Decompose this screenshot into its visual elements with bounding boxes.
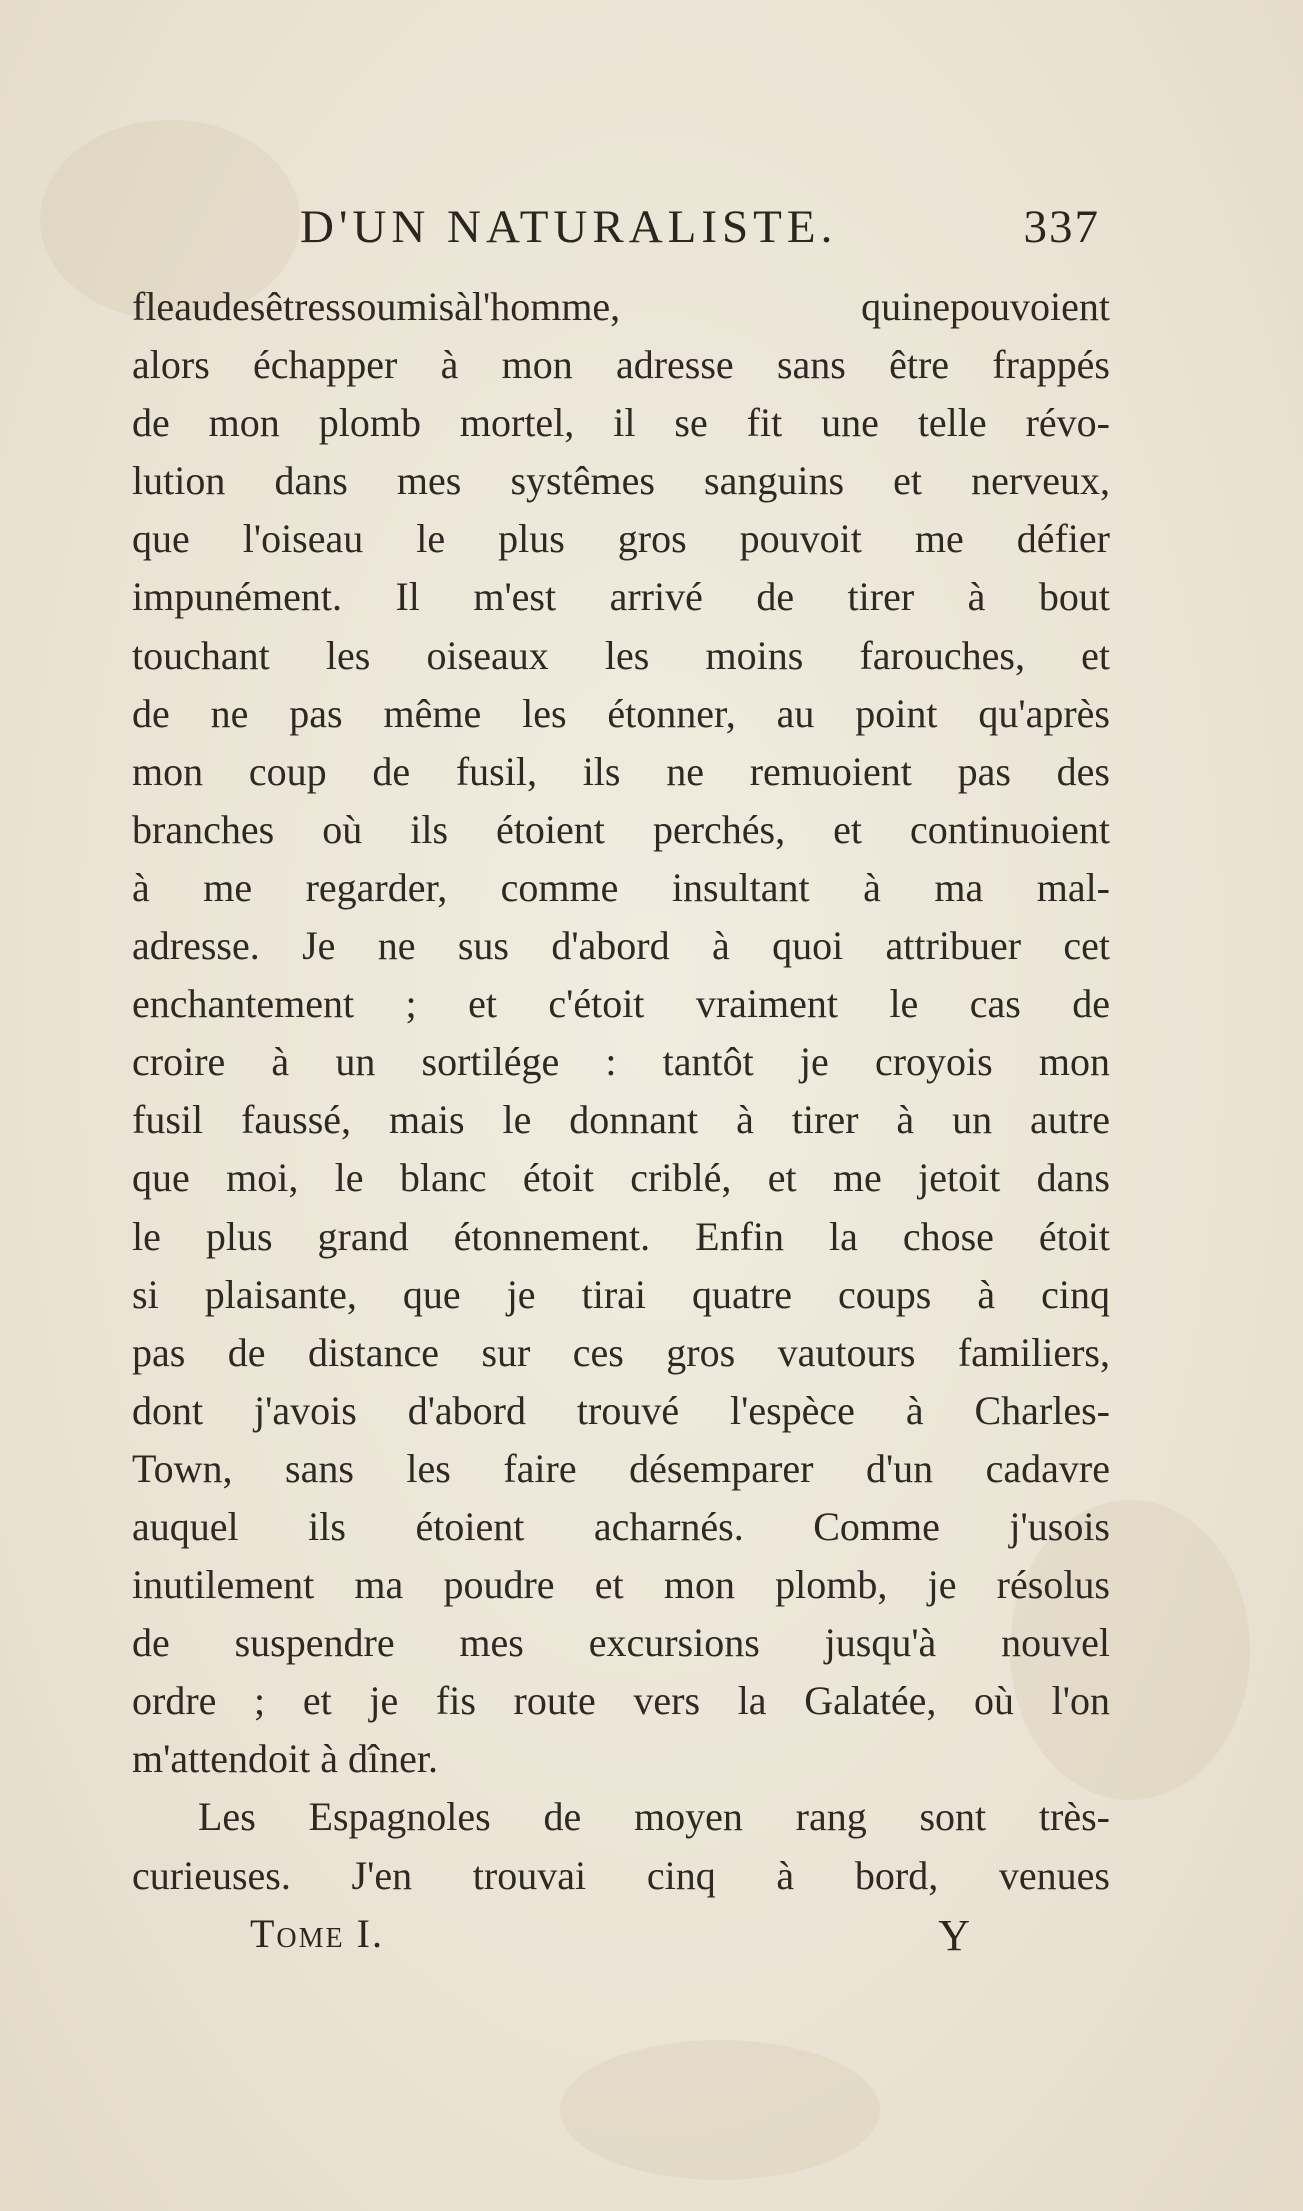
page-header <box>300 200 1100 260</box>
text-line: impunément. Il m'est arrivé de tirer à bout <box>132 574 1110 620</box>
page-footer <box>250 1910 970 1966</box>
page-number: 337 <box>1023 201 1100 253</box>
text-line: auquel ils étoient acharnés. Comme j'usois <box>132 1503 1110 1549</box>
paper-stain <box>560 2040 880 2180</box>
text-line: à me regarder, comme insultant à ma mal- <box>132 864 1110 910</box>
text-line: adresse. Je ne sus d'abord à quoi attribuer cet <box>132 923 1110 969</box>
text-line: m'attendoit à dîner. <box>132 1736 439 1782</box>
signature-mark: Y <box>938 1911 970 1960</box>
text-line: branches où ils étoient perchés, et continuoient <box>132 806 1110 852</box>
volume-label: Tome I. <box>250 1911 384 1956</box>
text-line: de ne pas même les étonner, au point qu'après <box>132 690 1110 736</box>
text-line: que l'oiseau le plus gros pouvoit me défier <box>132 516 1110 562</box>
text-line: dont j'avois d'abord trouvé l'espèce à Charles- <box>132 1387 1110 1433</box>
text-line: croire à un sortilége : tantôt je croyois mon <box>132 1039 1110 1085</box>
text-line: curieuses. J'en trouvai cinq à bord, venues <box>132 1852 1110 1898</box>
text-line: le plus grand étonnement. Enfin la chose étoit <box>132 1213 1110 1259</box>
text-line: ordre ; et je fis route vers la Galatée, où l'on <box>132 1678 1110 1724</box>
running-title: D'UN NATURALISTE. <box>300 201 838 253</box>
body-text <box>132 278 1110 1905</box>
text-line: mon coup de fusil, ils ne remuoient pas des <box>132 748 1110 794</box>
text-line: pas de distance sur ces gros vautours familiers, <box>132 1329 1110 1375</box>
text-line: fleaudesêtressoumisàl'homme, quinepouvoient <box>132 284 1110 329</box>
text-line: que moi, le blanc étoit criblé, et me jetoit dans <box>132 1155 1110 1201</box>
text-line: inutilement ma poudre et mon plomb, je résolus <box>132 1562 1110 1608</box>
text-line: enchantement ; et c'étoit vraiment le cas de <box>132 981 1110 1027</box>
text-line: lution dans mes systêmes sanguins et nerveux, <box>132 458 1110 504</box>
text-line: si plaisante, que je tirai quatre coups à cinq <box>132 1271 1110 1317</box>
text-line: Town, sans les faire désemparer d'un cadavre <box>132 1445 1110 1491</box>
text-line: de mon plomb mortel, il se fit une telle révo- <box>132 400 1110 446</box>
text-line: de suspendre mes excursions jusqu'à nouvel <box>132 1620 1110 1666</box>
text-line: fusil faussé, mais le donnant à tirer à un autre <box>132 1097 1110 1143</box>
text-line: alors échapper à mon adresse sans être frappés <box>132 342 1110 388</box>
text-line: touchant les oiseaux les moins farouches, et <box>132 632 1110 678</box>
text-line: Les Espagnoles de moyen rang sont très- <box>198 1794 1110 1840</box>
